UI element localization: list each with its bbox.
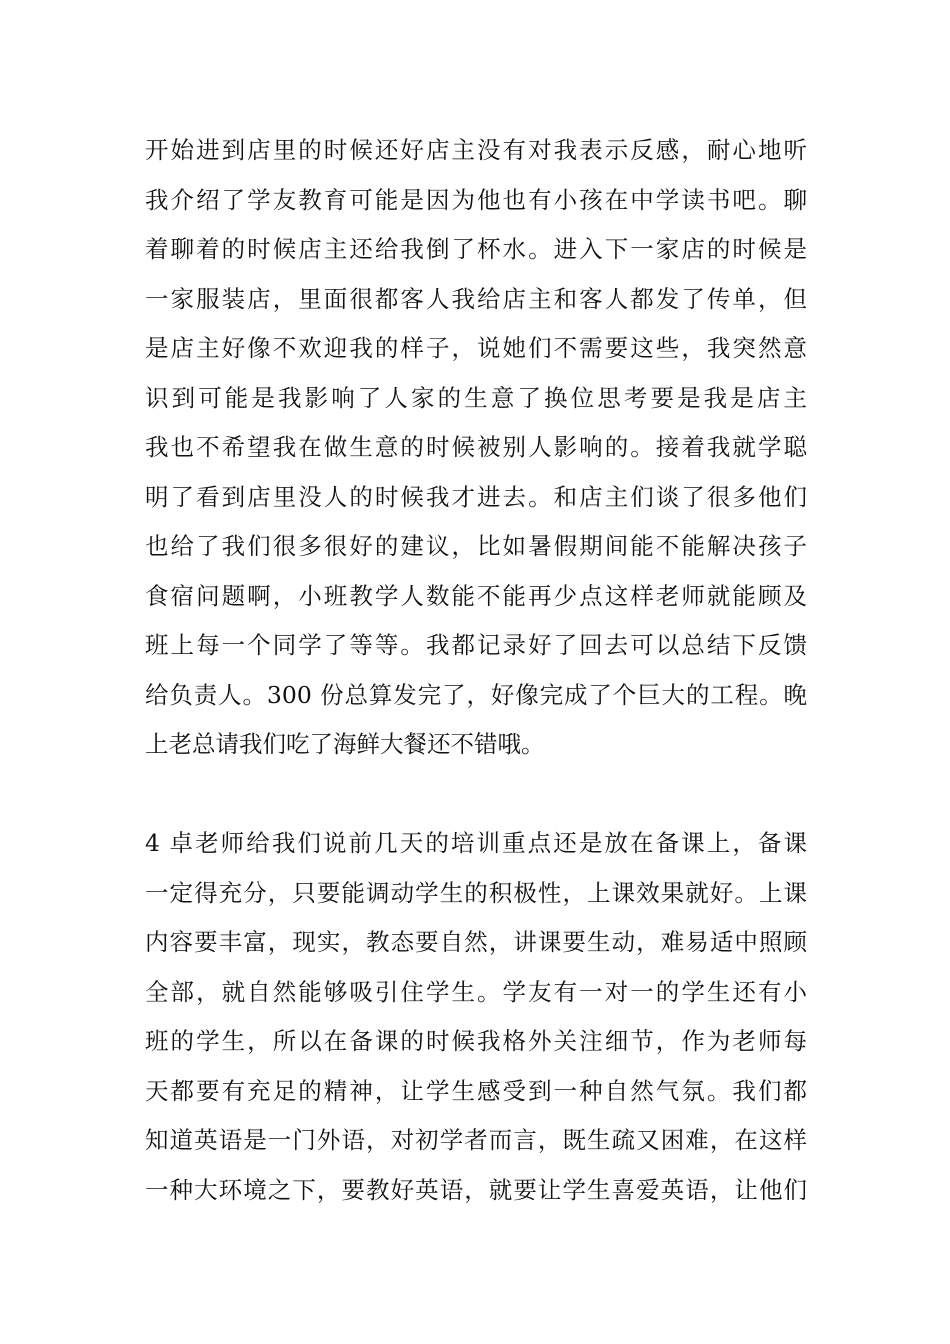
text-line: 4 卓老师给我们说前几天的培训重点还是放在备课上，备课: [145, 829, 807, 857]
text-line: 识到可能是我影响了人家的生意了换位思考要是我是店主: [145, 384, 807, 412]
text-line: 全部，就自然能够吸引住学生。学友有一对一的学生还有小: [145, 978, 807, 1006]
text-line: 是店主好像不欢迎我的样子，说她们不需要这些，我突然意: [145, 334, 807, 362]
text-line: 开始进到店里的时候还好店主没有对我表示反感，耐心地听: [145, 136, 807, 164]
text-line: 明了看到店里没人的时候我才进去。和店主们谈了很多他们: [145, 483, 807, 511]
text-line: 天都要有充足的精神，让学生感受到一种自然气氛。我们都: [145, 1077, 807, 1105]
text-line: 一定得充分，只要能调动学生的积极性，上课效果就好。上课: [145, 879, 807, 907]
text-line: 知道英语是一门外语，对初学者而言，既生疏又困难，在这样: [145, 1126, 807, 1154]
text-line: 内容要丰富，现实，教态要自然，讲课要生动，难易适中照顾: [145, 928, 807, 956]
text-line: 我也不希望我在做生意的时候被别人影响的。接着我就学聪: [145, 433, 807, 461]
text-line: 上老总请我们吃了海鲜大餐还不错哦。: [145, 730, 545, 758]
text-line: 食宿问题啊，小班教学人数能不能再少点这样老师就能顾及: [145, 582, 807, 610]
text-line: 着聊着的时候店主还给我倒了杯水。进入下一家店的时候是: [145, 235, 807, 263]
text-line: 班的学生，所以在备课的时候我格外关注细节，作为老师每: [145, 1027, 807, 1055]
text-line: 一种大环境之下，要教好英语，就要让学生喜爱英语，让他们: [145, 1176, 807, 1204]
text-line: 我介绍了学友教育可能是因为他也有小孩在中学读书吧。聊: [145, 186, 807, 214]
text-line: 给负责人。300 份总算发完了，好像完成了个巨大的工程。晚: [145, 681, 807, 709]
text-line: 也给了我们很多很好的建议，比如暑假期间能不能解决孩子: [145, 532, 807, 560]
text-line: 班上每一个同学了等等。我都记录好了回去可以总结下反馈: [145, 631, 807, 659]
text-line: 一家服装店，里面很都客人我给店主和客人都发了传单，但: [145, 285, 807, 313]
